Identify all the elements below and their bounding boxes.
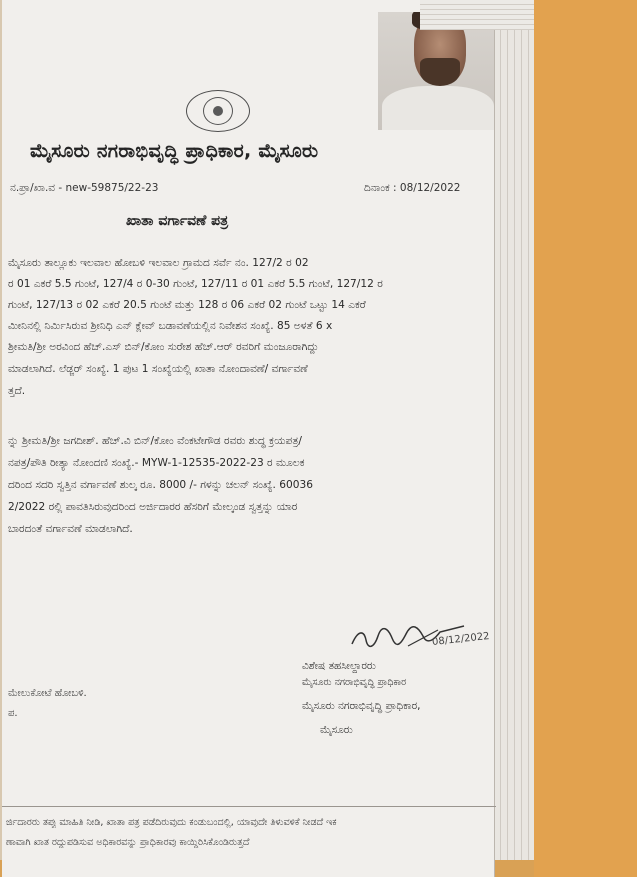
body-line: ನಪತ್ರ/ಪೌತಿ ರೀತ್ಯಾ ನೋಂದಣಿ ಸಂಖ್ಯೆ.- MYW-1-12535-2022-23 ರ ಮೂಲಕ [8, 457, 305, 469]
background-board [534, 0, 637, 877]
body-line: ನ್ನು ಶ್ರೀಮತಿ/ಶ್ರೀ ಜಗದೀಶ್. ಹೆಚ್.ವಿ ಬಿನ್/ಕೋಂ ವೆಂಕಟೇಗೌಡ ರವರು ಶುದ್ಧ ಕ್ರಯಪತ್ರ/ [8, 435, 302, 447]
page-stack-top [420, 0, 534, 30]
footer-line: ಣಾವಾಗಿ ಖಾತ ರದ್ದುಪಡಿಸುವ ಅಧಿಕಾರವನ್ನು ಪ್ರಾಧಿಕಾರವು ಕಾಯ್ದಿರಿಸಿಕೊಂಡಿರುತ್ತದೆ [6, 837, 250, 848]
page-stack-edges [494, 10, 534, 877]
document-page [2, 0, 494, 877]
reference-number: ನ.ಪ್ರಾ/ಖಾ.ವ - new-59875/22-23 [10, 182, 159, 194]
footer-line: ರ್ಜಿದಾರರು ತಪ್ಪು ಮಾಹಿತಿ ನೀಡಿ, ಖಾತಾ ಪತ್ರ ಪಡೆದಿರುವುದು ಕಂಡುಬಂದಲ್ಲಿ, ಯಾವುದೇ ತಿಳುವಳಿಕೆ ನೀಡದೆ ಇಕ [6, 817, 337, 828]
body-line: ಮೀನಿನಲ್ಲಿ ನಿರ್ಮಿಸಿರುವ ಶ್ರೀನಿಧಿ ಎನ್ ಕ್ಲೇವ್ ಬಡಾವಣೆಯಲ್ಲಿನ ನಿವೇಶನ ಸಂಖ್ಯೆ. 85 ಅಳತೆ 6 x [8, 320, 333, 332]
body-line: ಗುಂಟೆ, 127/13 ರ 02 ಎಕರೆ 20.5 ಗುಂಟೆ ಮತ್ತು 128 ರ 06 ಎಕರೆ 02 ಗುಂಟೆ ಒಟ್ಟು 14 ಎಕರೆ [8, 299, 366, 311]
body-line: ದರಿಂದ ಸದರಿ ಸ್ವತ್ತಿನ ವರ್ಗಾವಣೆ ಶುಲ್ಕ ರೂ. 8000 /- ಗಳನ್ನು ಚಲನ್ ಸಂಖ್ಯೆ. 60036 [8, 479, 313, 491]
footer-disclaimer [2, 806, 496, 857]
left-note: ಮೇಲುಕೋಟೆ ಹೋಬಳಿ. [8, 688, 87, 699]
document-title: ಖಾತಾ ವರ್ಗಾವಣೆ ಪತ್ರ [126, 213, 229, 229]
body-line: ಶ್ರೀಮತಿ/ಶ್ರೀ ಅರವಿಂದ ಹೆಚ್.ಎಸ್ ಬಿನ್/ಕೋಂ ಸುರೇಶ ಹೆಚ್.ಆರ್ ರವರಿಗೆ ಮಂಜೂರಾಗಿದ್ದು [8, 341, 319, 353]
body-line: 2/2022 ರಲ್ಲಿ ಪಾವತಿಸಿರುವುದರಿಂದ ಅರ್ಜಿದಾರರ ಹೆಸರಿಗೆ ಮೇಲ್ಕಂಡ ಸ್ವತ್ತನ್ನು ಯಾರ [8, 501, 298, 513]
body-line: ರ 01 ಎಕರೆ 5.5 ಗುಂಟೆ, 127/4 ರ 0-30 ಗುಂಟೆ, 127/11 ರ 01 ಎಕರೆ 5.5 ಗುಂಟೆ, 127/12 ರ [8, 278, 383, 290]
body-line: ಬಾರದಂತೆ ವರ್ಗಾವಣೆ ಮಾಡಲಾಗಿದೆ. [8, 523, 133, 535]
officer-designation: ವಿಶೇಷ ತಹಸೀಲ್ದಾರರು [302, 660, 376, 672]
body-line: ಮೈಸೂರು ತಾಲ್ಲೂಕು ಇಲವಾಲ ಹೋಬಳಿ ಇಲವಾಲ ಗ್ರಾಮದ ಸರ್ವೆ ನಂ. 127/2 ರ 02 [8, 257, 309, 269]
officer-city: ಮೈಸೂರು [320, 724, 353, 736]
organization-title: ಮೈಸೂರು ನಗರಾಭಿವೃದ್ಧಿ ಪ್ರಾಧಿಕಾರ, ಮೈಸೂರು [30, 140, 319, 162]
issue-date: ದಿನಾಂಕ : 08/12/2022 [364, 182, 461, 194]
official-seal-icon [186, 90, 250, 132]
left-note: ಪ. [8, 708, 18, 719]
signature-date: 08/12/2022 [431, 631, 491, 648]
officer-organization: ಮೈಸೂರು ನಗರಾಭಿವೃದ್ಧಿ ಪ್ರಾಧಿಕಾರ, [302, 700, 421, 712]
body-line: ತ್ತದೆ. [8, 385, 26, 397]
body-line: ಮಾಡಲಾಗಿದೆ. ಲೆಡ್ಜರ್ ಸಂಖ್ಯೆ. 1 ಪುಟ 1 ಸಂಖ್ಯೆಯಲ್ಲಿ ಖಾತಾ ನೋಂದಾವಣೆ/ ವರ್ಗಾವಣೆ [8, 363, 308, 375]
officer-stamp-line: ಮೈಸೂರು ನಗರಾಭಿವೃದ್ಧಿ ಪ್ರಾಧಿಕಾರ [302, 677, 407, 688]
